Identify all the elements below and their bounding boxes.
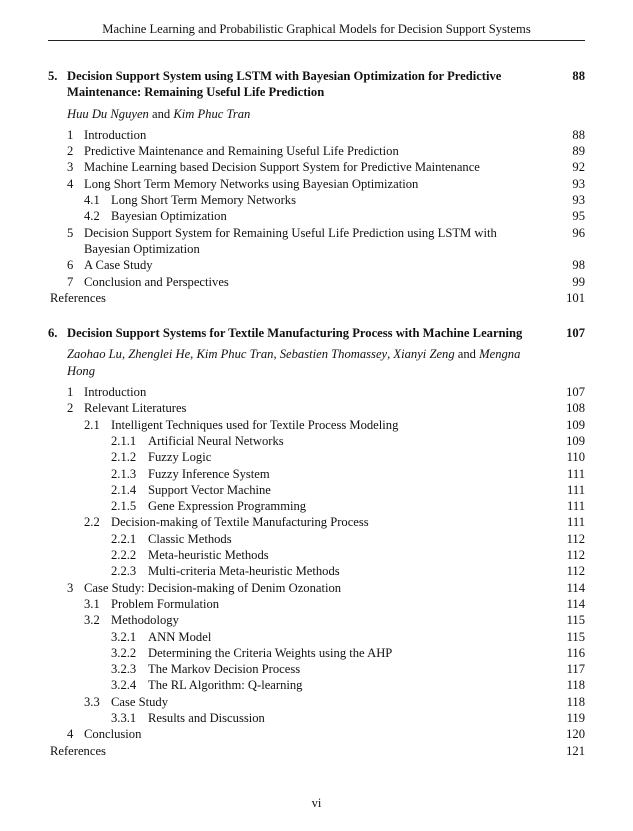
indent [48,159,67,175]
section-number: 7 [67,274,74,289]
toc-entry[interactable] [48,531,585,547]
section-page: 111 [567,515,585,530]
section-number: 1 [67,127,74,142]
section-number: 4 [67,727,74,742]
section-number: 3.3.1 [111,710,137,725]
section-page: 93 [572,176,585,191]
toc-entry[interactable] [48,466,585,482]
section-page: 93 [572,193,585,208]
toc-entry[interactable] [48,257,585,273]
chapter-page: 107 [566,326,585,341]
indent [48,710,111,726]
section-title: Support Vector Machine [148,482,271,497]
toc-entry[interactable] [48,274,585,290]
section-title: Relevant Literatures [84,401,187,416]
toc-entry[interactable] [48,159,585,175]
section-title: A Case Study [84,258,153,273]
section-title: Meta-heuristic Methods [148,548,269,563]
section-number: 2.1 [84,417,100,432]
section-title: Long Short Term Memory Networks using Bayesian Optimization [84,176,419,191]
section-number: 2.1.5 [111,499,137,514]
indent [48,274,67,290]
indent [48,482,111,498]
section-title: Introduction [84,127,147,142]
section-title: Long Short Term Memory Networks [111,193,296,208]
section-title: Case Study: Decision-making of Denim Ozonation [84,580,342,595]
author-separator: and [454,347,480,362]
toc-entry[interactable] [48,677,585,693]
section-title: Conclusion [84,727,142,742]
indent [48,612,84,628]
author-separator: , [273,347,280,362]
section-number: 2.2.1 [111,531,137,546]
indent [48,433,111,449]
section-number: 2.1.1 [111,433,137,448]
toc-entry[interactable] [48,143,585,159]
references-entry[interactable] [48,290,585,306]
section-page: 114 [566,596,585,611]
author-name: Xianyi Zeng [393,347,455,362]
toc-entry[interactable] [48,629,585,645]
indent [48,498,111,514]
section-page: 107 [566,385,585,400]
section-page: 111 [567,466,585,481]
section-page: 109 [566,417,585,432]
references-label: References [50,290,106,305]
section-title: Fuzzy Logic [148,450,212,465]
chapter-authors [48,346,585,379]
section-title: Methodology [111,613,179,628]
section-title: Case Study [111,694,169,709]
section-title: Multi-criteria Meta-heuristic Methods [148,564,340,579]
section-page: 99 [572,274,585,289]
section-number: 2 [67,401,74,416]
toc-entry[interactable] [48,596,585,612]
author-name: Kim Phuc Tran [196,347,274,362]
section-page: 112 [566,548,585,563]
chapter-number: 6. [48,326,58,341]
toc-entry[interactable] [48,498,585,514]
section-page: 111 [567,499,585,514]
section-title: The RL Algorithm: Q-learning [148,678,303,693]
section-number: 2.2.2 [111,548,137,563]
toc-entry[interactable] [48,208,585,224]
section-page: 96 [572,225,585,240]
author-separator: , [190,347,197,362]
toc-entry[interactable] [48,726,585,742]
section-number: 3.2.3 [111,662,137,677]
section-number: 3 [67,160,74,175]
section-page: 114 [566,580,585,595]
indent [48,563,111,579]
indent [48,466,111,482]
indent [48,208,84,224]
section-title: Problem Formulation [111,596,220,611]
toc-entry[interactable] [48,482,585,498]
section-page: 108 [566,401,585,416]
chapter-page: 88 [572,69,585,83]
indent [48,661,111,677]
section-page: 112 [566,531,585,546]
section-title: Conclusion and Perspectives [84,274,229,289]
section-page: 120 [566,727,585,742]
indent [48,176,67,192]
section-page: 115 [566,629,585,644]
section-number: 3.2.1 [111,629,137,644]
section-page: 118 [566,694,585,709]
section-page: 118 [566,678,585,693]
section-title: ANN Model [148,629,212,644]
toc-entry[interactable] [48,176,585,192]
references-entry[interactable] [48,743,585,759]
section-number: 3.3 [84,694,100,709]
section-title: The Markov Decision Process [148,662,301,677]
section-title: Intelligent Techniques used for Textile Process Modeling [111,417,399,432]
chapter-title: Decision Support Systems for Textile Manufacturing Process with Machine Learning [67,326,523,341]
chapter-entries [48,127,585,290]
chapter-authors [48,106,585,122]
section-title: Results and Discussion [148,710,265,725]
indent [48,449,111,465]
section-title: Introduction [84,385,147,400]
section-number: 2.2 [84,515,100,530]
page-number: vi [311,796,322,810]
section-number: 4.1 [84,193,100,208]
toc-entry[interactable] [48,580,585,596]
author-name: Zhenglei He [128,347,191,362]
indent [48,400,67,416]
indent [48,531,111,547]
indent [48,384,67,400]
section-page: 109 [566,433,585,448]
section-page: 89 [572,144,585,159]
section-number: 2 [67,144,74,159]
references-page: 121 [566,743,585,758]
toc-entry[interactable] [48,127,585,143]
toc-entry[interactable] [48,384,585,400]
section-number: 3.2.2 [111,645,137,660]
toc-entry[interactable] [48,563,585,579]
toc-entry[interactable] [48,433,585,449]
section-page: 88 [572,127,585,142]
section-number: 1 [67,385,74,400]
section-page: 117 [566,662,585,677]
toc-entry[interactable] [48,645,585,661]
toc-entry[interactable] [48,612,585,628]
section-title: Gene Expression Programming [148,499,307,514]
section-title: Bayesian Optimization [111,209,227,224]
table-of-contents [48,68,585,759]
indent [48,677,111,693]
section-page: 98 [572,258,585,273]
section-page: 119 [566,710,585,725]
section-number: 3.2.4 [111,678,137,693]
toc-entry[interactable] [48,449,585,465]
author-name: Zaohao Lu [67,347,122,362]
indent [48,726,67,742]
author-separator: , [387,347,394,362]
section-page: 116 [566,645,585,660]
author-name: Sebastien Thomassey [279,347,388,362]
author-name: Kim Phuc Tran [173,106,251,121]
chapter-heading[interactable] [48,68,585,101]
chapter-title: Decision Support System using LSTM with Bayesian Optimization for Predictive Maintenance: Remaining Useful Life Prediction [67,69,502,100]
section-number: 4.2 [84,209,100,224]
toc-entry[interactable] [48,694,585,710]
references-page: 101 [566,290,585,305]
header-rule [48,40,585,41]
section-number: 3.2 [84,613,100,628]
section-number: 2.1.4 [111,482,137,497]
indent [48,127,67,143]
section-page: 92 [572,160,585,175]
toc-entry[interactable] [48,225,585,258]
author-name: Mengna Hong [67,347,521,378]
section-number: 2.1.2 [111,450,137,465]
section-number: 3.1 [84,596,100,611]
toc-entry[interactable] [48,661,585,677]
indent [48,192,84,208]
section-page: 95 [572,209,585,224]
section-title: Determining the Criteria Weights using the AHP [148,645,393,660]
indent [48,580,67,596]
indent [48,645,111,661]
section-page: 112 [566,564,585,579]
section-title: Classic Methods [148,531,232,546]
author-separator: , [121,347,129,362]
toc-entry[interactable] [48,710,585,726]
toc-entry[interactable] [48,192,585,208]
indent [48,514,84,530]
running-header: Machine Learning and Probabilistic Graphical Models for Decision Support Systems [102,22,531,36]
toc-entry[interactable] [48,400,585,416]
indent [48,143,67,159]
section-number: 4 [67,176,74,191]
indent [48,596,84,612]
author-separator: and [148,106,174,121]
chapter-heading[interactable] [48,325,585,341]
indent [48,694,84,710]
section-page: 111 [567,482,585,497]
references-label: References [50,743,106,758]
section-page: 115 [566,613,585,628]
section-title: Machine Learning based Decision Support System for Predictive Maintenance [84,160,480,175]
section-title: Artificial Neural Networks [148,433,284,448]
author-name: Huu Du Nguyen [67,106,149,121]
section-number: 5 [67,225,74,240]
indent [48,225,67,258]
indent [48,417,84,433]
section-title: Decision Support System for Remaining Useful Life Prediction using LSTM with Bayesian Optimization [84,225,497,256]
section-page: 110 [566,450,585,465]
indent [48,629,111,645]
section-number: 6 [67,258,74,273]
section-number: 3 [67,580,74,595]
section-number: 2.1.3 [111,466,137,481]
toc-entry[interactable] [48,417,585,433]
chapter-number: 5. [48,69,58,83]
toc-entry[interactable] [48,547,585,563]
indent [48,257,67,273]
section-number: 2.2.3 [111,564,137,579]
indent [48,547,111,563]
section-title: Predictive Maintenance and Remaining Useful Life Prediction [84,144,399,159]
toc-entry[interactable] [48,514,585,530]
chapter-entries [48,384,585,743]
section-title: Decision-making of Textile Manufacturing Process [111,515,369,530]
section-title: Fuzzy Inference System [148,466,270,481]
